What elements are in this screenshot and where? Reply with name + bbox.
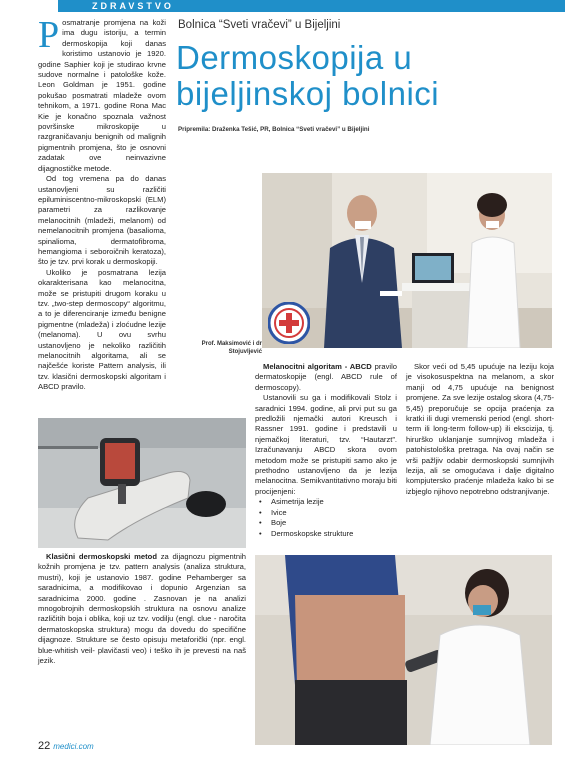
abcd-paragraph: Ustanovili su ga i modifikovali Stolz i saradnici 1994. godine, ali prvi put su ga predložili njemački autori Kreusch i Rassner 1991. godine i predstavili u njemačkoj literaturi, tzv. “Hautarzt”. Izračunavanju ABCD skora ovom metodom može se pristupiti samo ako je prethodno ustanovljeno da je lezija melanocitna. Semikvantitativno moraju biti procijenjeni: (255, 393, 397, 496)
section-bar (0, 0, 565, 12)
score-column (406, 362, 554, 497)
intro-paragraph-1 (38, 14, 166, 174)
classic-method-text: za dijagnozu pigmentnih kožnih promjena je tzv. pattern analysis (analiza struktura, mustri), koji je ustanovio 1987. godine Pehamberger sa saradnicima, a modifikovao i dopunio Argenzian sa saradnicima 2000. godine . Zasnovan je na analizi mnogobrojnih dermoskopskih struktura na osnovu analize različitih boja i oblika, koji uz tzv. vodilju (engl. clue - naročita dermatoskopska struktura) mogu da dovedu do specifične dijagnoze. Strukture se često opisuju metaforički (npr. engl. blue-whitish veil- plavičasti veo) i teško ih je prevesti na naš jezik. (38, 552, 246, 666)
intro-paragraph-2: Od tog vremena pa do danas ustanovljeni su različiti epiluminiscentno-mikroskopski (ELM) parametri za razlikovanje melanocitnih (mladeži, melanom) od nemelanocitnih promjena (basalioma, spinalioma, dermatofibroma, hemangioma i seboroičnih keratoza), što je tzv. prvi korak u dermoskopiji. (38, 174, 166, 267)
title-line-2: bijeljinskoj bolnici (176, 75, 440, 112)
abcd-column (255, 362, 397, 539)
abcd-lead-rest: pravilo dermatoskopije (engl. ABCD rule of dermoscopy). (255, 362, 397, 392)
examination-photo (255, 555, 552, 745)
classic-method-paragraph (38, 552, 246, 666)
intro-text-1: osmatranje promjena na koži ima dugu istoriju, a termin dermoskopija koji danas koristimo ustanovio je 1920. godine Saphier koji je studirao krvne sudove normalne i patološke kože. Leon Goldman je 1951. godine pokušao posmatrati mladeže ovom tehnikom, a 1971. godine Rona Mac Kie je konačno spoznala važnost površinske mikroskopije u razgraničavanju benignih od malignih pigmentnih promjena, što je osnovni zadatak ove neinvazivne dijagnostičke metode. (38, 18, 166, 173)
list-item: • Ivice (259, 508, 397, 518)
drop-cap: P (38, 14, 60, 56)
article-title (176, 40, 556, 112)
footer-site: medici.com (53, 742, 94, 751)
criteria-list (259, 497, 397, 539)
classic-method-column (38, 552, 246, 666)
score-paragraph: Skor veći od 5,45 upućuje na leziju koja je visokosuspektna na melanom, a skor manji od 4,75 upućuje na benignost promjene. Za sve lezije ostalog skora (4,75-5,45) preporučuje se opcija praćenja za kratki ili dugi vremenski period (engl. short-term ili long-term follow-up) ili ekscizija, tj. hirurško uklanjanje sumnjivog mladeža i patohistološka pretraga. Na ovaj način se vrši pažljiv odabir dermoskopski sumnjivih lezija, ali se omogućava i dalje digitalno kompjutersko praćenje mladeža kako bi se izbjeglo njihovo nepotrebno odstranjivanje. (406, 362, 554, 496)
page-number: 22 (38, 740, 51, 752)
title-line-1: Dermoskopija u (176, 39, 413, 76)
list-item: • Boje (259, 518, 397, 528)
article-byline: Pripremila: Draženka Tešić, PR, Bolnica “Sveti vračevi” u Bijeljini (178, 126, 370, 133)
intro-paragraph-3: Ukoliko je posmatrana lezija okarakterisana kao melanocitna, može se pristupiti drugom koraku u tzv. „two-step dermoscopy“ algoritmu, a to je diferenciranje između benigne pigmentne (mladeža) i zloćudne lezije (melanoma). U ovu svrhu ustanovljeno je nekoliko različitih melanocitnih algoritama, ali se najčešće koriste Pattern analysis, ili tzv. klasični dermoskopski algoritam i ABCD pravilo. (38, 267, 166, 392)
section-label: ZDRAVSTVO (92, 1, 174, 11)
classic-method-lead: Klasični dermoskopski metod (46, 552, 157, 561)
intro-column (38, 14, 166, 393)
abcd-lead: Melanocitni algoritam - ABCD (263, 362, 372, 371)
abcd-intro (255, 362, 397, 393)
dermoscope-photo (38, 418, 246, 548)
hospital-logo-icon (268, 302, 310, 344)
list-item: • Asimetrija lezije (259, 497, 397, 507)
page-footer (38, 740, 94, 752)
list-item: • Dermoskopske strukture (259, 529, 397, 539)
article-kicker: Bolnica “Sveti vračevi” u Bijeljini (178, 19, 341, 31)
photo-caption: Prof. Maksimović i dr Stojuvljević (201, 341, 262, 355)
